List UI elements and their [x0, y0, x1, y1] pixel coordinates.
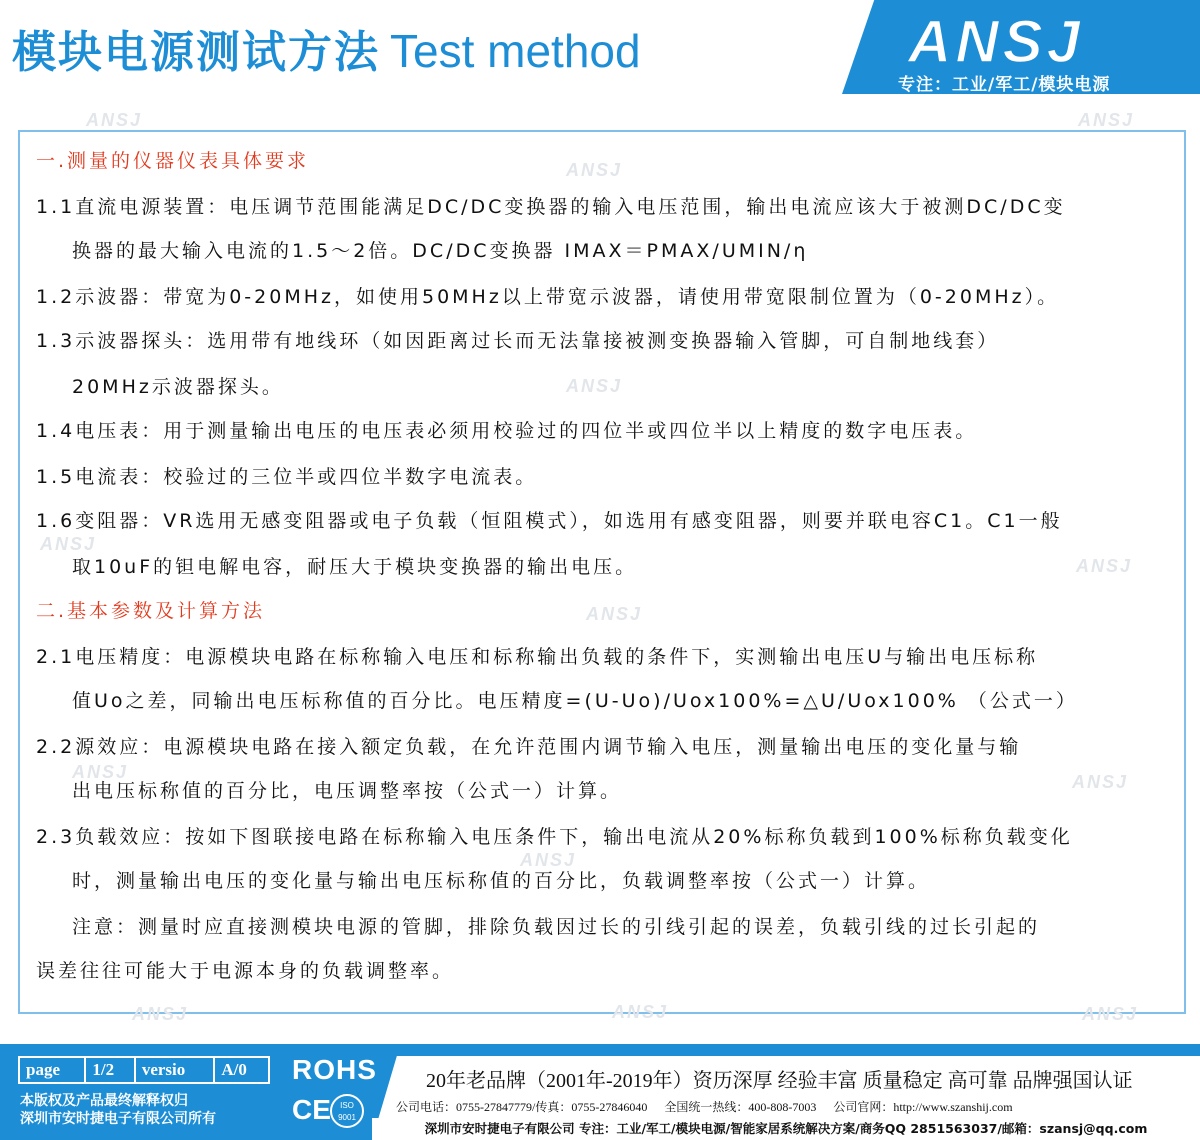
paragraph-line: 1.2示波器：带宽为0-20MHz，如使用50MHz以上带宽示波器，请使用带宽限制位置为（0-20MHz）。	[36, 286, 1060, 308]
brand-slogan: 20年老品牌（2001年-2019年）资历深厚 经验丰富 质量稳定 高可靠 品牌强国认证	[426, 1070, 1133, 1092]
paragraph-line: 1.5电流表：校验过的三位半或四位半数字电流表。	[36, 466, 538, 488]
version-value: A/0	[214, 1057, 269, 1083]
page-label: page	[19, 1057, 85, 1083]
section-heading: 二.基本参数及计算方法	[36, 600, 266, 622]
iso-9001-icon: ISO 9001	[330, 1094, 364, 1128]
watermark: ANSJ	[586, 604, 643, 624]
paragraph-line: 值Uo之差，同输出电压标称值的百分比。电压精度=(U-Uo)/Uox100%=△U/Uox100% （公式一）	[72, 690, 1078, 712]
page-header	[0, 0, 1200, 100]
watermark: ANSJ	[612, 1002, 669, 1022]
watermark: ANSJ	[1076, 556, 1133, 576]
paragraph-line: 2.1电压精度：电源模块电路在标称输入电压和标称输出负载的条件下，实测输出电压U与输出电压标称	[36, 646, 1039, 668]
registered-mark: ®	[1128, 2, 1148, 32]
paragraph-line: 1.4电压表：用于测量输出电压的电压表必须用校验过的四位半或四位半以上精度的数字电压表。	[36, 420, 978, 442]
title-english: Test method	[390, 25, 641, 77]
contact-line	[396, 1098, 1027, 1115]
paragraph-line: 换器的最大输入电流的1.5～2倍。DC/DC变换器 IMAX＝PMAX/UMIN/η	[72, 240, 809, 262]
company-phone: 公司电话：0755-27847779/传真：0755-27846040	[396, 1100, 648, 1114]
page-value: 1/2	[85, 1057, 134, 1083]
paragraph-line: 出电压标称值的百分比，电压调整率按（公式一）计算。	[72, 780, 623, 802]
watermark: ANSJ	[566, 160, 623, 180]
title-chinese: 模块电源测试方法	[12, 27, 380, 78]
paragraph-line: 1.6变阻器：VR选用无感变阻器或电子负载（恒阻模式），如选用有感变阻器，则要并联电容C1。C1一般	[36, 510, 1063, 532]
paragraph-line: 20MHz示波器探头。	[72, 376, 284, 398]
company-info-bar: 深圳市安时捷电子有限公司 专注：工业/军工/模块电源/智能家居系统解决方案/商务QQ 2851563037/邮箱：szansj@qq.com	[372, 1118, 1200, 1140]
watermark: ANSJ	[72, 762, 129, 782]
section-heading: 一.测量的仪器仪表具体要求	[36, 150, 310, 172]
paragraph-line: 注意：测量时应直接测模块电源的管脚，排除负载因过长的引线引起的误差，负载引线的过长引起的	[72, 916, 1041, 938]
copyright-line: 本版权及产品最终解释权归	[20, 1093, 188, 1109]
version-label: versio	[135, 1057, 214, 1083]
watermark: ANSJ	[566, 376, 623, 396]
watermark: ANSJ	[1078, 110, 1135, 130]
logo-tagline: 专注：工业/军工/模块电源	[898, 75, 1111, 95]
watermark: ANSJ	[1082, 1004, 1139, 1024]
hotline: 全国统一热线：400-808-7003	[664, 1100, 817, 1114]
paragraph-line: 1.3示波器探头：选用带有地线环（如因距离过长而无法靠接被测变换器输入管脚，可自制地线套）	[36, 330, 1000, 352]
watermark: ANSJ	[132, 1004, 189, 1024]
watermark: ANSJ	[86, 110, 143, 130]
page-title	[12, 16, 641, 80]
watermark: ANSJ	[1072, 772, 1129, 792]
watermark: ANSJ	[40, 534, 97, 554]
rohs-mark: ROHS	[292, 1054, 377, 1085]
company-website: 公司官网：http://www.szanshij.com	[833, 1100, 1013, 1114]
paragraph-line: 2.2源效应：电源模块电路在接入额定负载，在允许范围内调节输入电压，测量输出电压的变化量与输	[36, 736, 1022, 758]
paragraph-line: 取10uF的钽电解电容，耐压大于模块变换器的输出电压。	[72, 556, 638, 578]
paragraph-line: 误差往往可能大于电源本身的负载调整率。	[36, 960, 455, 982]
paragraph-line: 1.1直流电源装置：电压调节范围能满足DC/DC变换器的输入电压范围，输出电流应该大于被测DC/DC变	[36, 196, 1066, 218]
paragraph-line: 2.3负载效应：按如下图联接电路在标称输入电压条件下，输出电流从20%标称负载到100%标称负载变化	[36, 826, 1073, 848]
copyright-line: 深圳市安时捷电子有限公司所有	[20, 1111, 216, 1127]
ansj-logo	[902, 10, 1132, 72]
logo-text: ANSJ	[908, 10, 1085, 72]
document-info-table	[18, 1056, 270, 1084]
copyright-notice	[20, 1092, 216, 1128]
paragraph-line: 时，测量输出电压的变化量与输出电压标称值的百分比，负载调整率按（公式一）计算。	[72, 870, 931, 892]
ce-mark: CE	[292, 1094, 331, 1125]
watermark: ANSJ	[520, 850, 577, 870]
